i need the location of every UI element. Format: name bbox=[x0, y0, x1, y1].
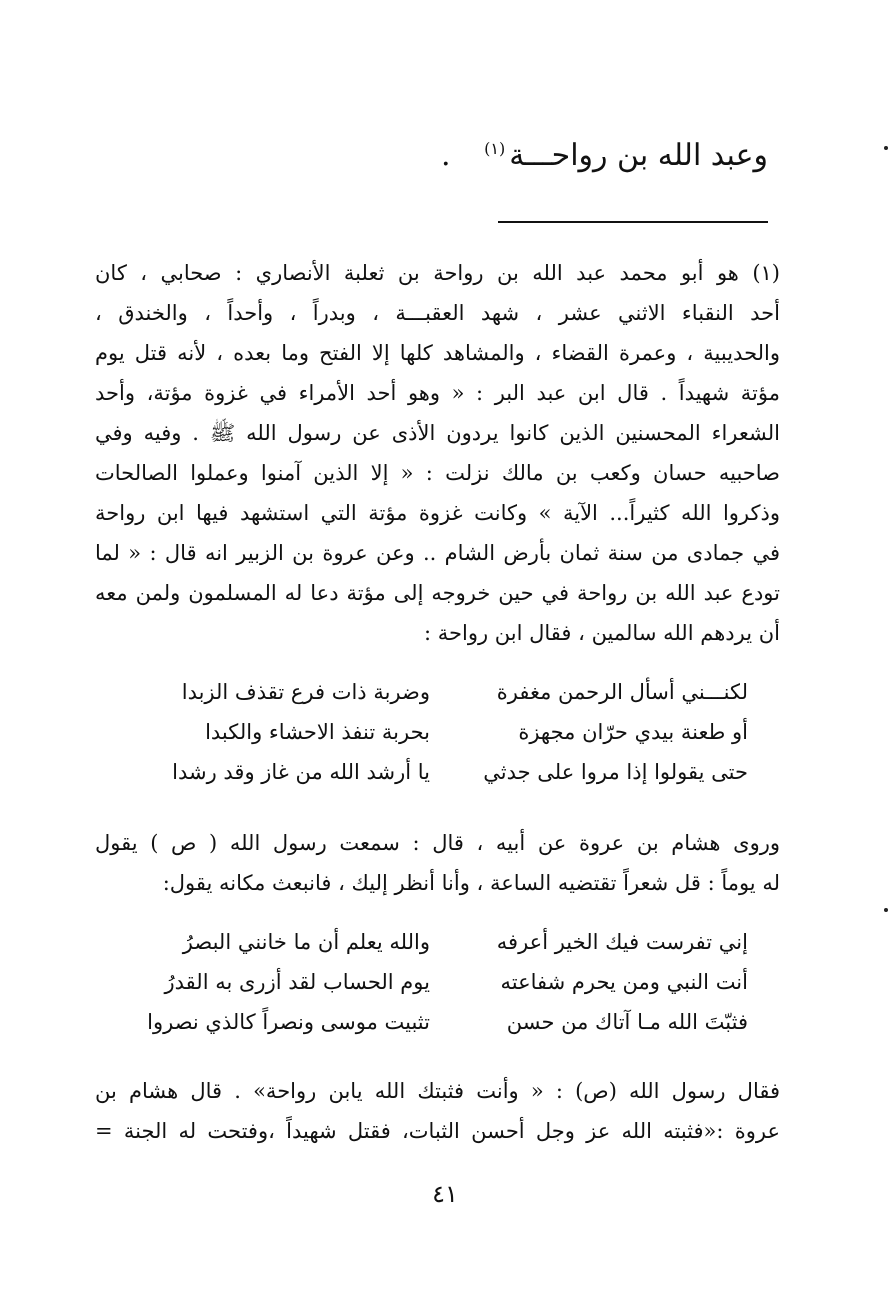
footnote-line: أحد النقباء الاثني عشر ، شهد العقبـــة ، وبدراً ، وأحداً ، والخندق ، bbox=[95, 301, 780, 325]
footnote-line: وذكروا الله كثيراً... الآية » وكانت غزوة مؤتة التي استشهد فيها ابن رواحة bbox=[95, 501, 780, 525]
verse-second-hemistich: بحربة تنفذ الاحشاء والكبدا bbox=[205, 720, 430, 744]
paragraph-line: عروة :«فثبته الله عز وجل أحسن الثبات، فقتل شهيداً ،وفتحت له الجنة = bbox=[95, 1119, 780, 1143]
verse-second-hemistich: والله يعلم أن ما خانني البصرُ bbox=[182, 930, 430, 954]
footnote-line: في جمادى من سنة ثمان بأرض الشام .. وعن عروة بن الزبير انه قال : « لما bbox=[95, 541, 780, 565]
verse-second-hemistich: تثبيت موسى ونصراً كالذي نصروا bbox=[147, 1010, 430, 1034]
verse bbox=[120, 1004, 748, 1040]
footnote-line: (١) هو أبو محمد عبد الله بن رواحة بن ثعلبة الأنصاري : صحابي ، كان bbox=[95, 261, 780, 285]
footnote-line: الشعراء المحسنين الذين كانوا يردون الأذى عن رسول الله ﷺ . وفيه وفي bbox=[95, 421, 780, 445]
scan-speck bbox=[884, 908, 888, 912]
paragraph-line: فقال رسول الله (ص) : « وأنت فثبتك الله يابن رواحة» . قال هشام بن bbox=[95, 1079, 780, 1103]
verse bbox=[120, 754, 748, 790]
verse bbox=[120, 964, 748, 1000]
main-heading-line bbox=[388, 138, 768, 173]
verse-second-hemistich: يوم الحساب لقد أزرى به القدرُ bbox=[164, 970, 430, 994]
verse bbox=[120, 714, 748, 750]
verse bbox=[120, 924, 748, 960]
footnote-line: صاحبيه حسان وكعب بن مالك نزلت : « إلا الذين آمنوا وعملوا الصالحات bbox=[95, 461, 780, 485]
heading-text: وعبد الله بن رواحـــة bbox=[509, 138, 768, 173]
footnote-line: أن يردهم الله سالمين ، فقال ابن رواحة : bbox=[424, 621, 780, 645]
scan-speck bbox=[884, 146, 888, 150]
footnote-line: تودع عبد الله بن رواحة في حين خروجه إلى مؤتة دعا له المسلمون ولمن معه bbox=[95, 581, 780, 605]
verse-first-hemistich: لكنـــني أسأل الرحمن مغفرة bbox=[496, 680, 748, 704]
verse bbox=[120, 674, 748, 710]
verse-second-hemistich: وضربة ذات فرع تقذف الزبدا bbox=[181, 680, 430, 704]
heading-dot: . bbox=[441, 138, 451, 173]
verse-first-hemistich: أو طعنة بيدي حرّان مجهزة bbox=[518, 720, 748, 744]
paragraph-line: وروى هشام بن عروة عن أبيه ، قال : سمعت رسول الله ( ص ) يقول bbox=[95, 831, 780, 855]
footnote-ref: (١) bbox=[484, 139, 506, 158]
footnote-divider bbox=[498, 221, 768, 223]
paragraph-line: له يوماً : قل شعراً تقتضيه الساعة ، وأنا أنظر إليك ، فانبعث مكانه يقول: bbox=[162, 871, 780, 895]
verse-first-hemistich: حتى يقولوا إذا مروا على جدثي bbox=[483, 760, 748, 784]
footnote-line: والحديبية ، وعمرة القضاء ، والمشاهد كلها إلا الفتح وما بعده ، لأنه قتل يوم bbox=[95, 341, 780, 365]
verse-first-hemistich: أنت النبي ومن يحرم شفاعته bbox=[500, 970, 748, 994]
verse-second-hemistich: يا أرشد الله من غاز وقد رشدا bbox=[172, 760, 430, 784]
page-number: ٤١ bbox=[432, 1180, 458, 1208]
footnote-line: مؤتة شهيداً . قال ابن عبد البر : « وهو أحد الأمراء في غزوة مؤتة، وأحد bbox=[95, 381, 780, 405]
verse-first-hemistich: إني تفرست فيك الخير أعرفه bbox=[496, 930, 748, 954]
verse-first-hemistich: فثبّتَ الله مـا آتاك من حسن bbox=[506, 1010, 748, 1034]
